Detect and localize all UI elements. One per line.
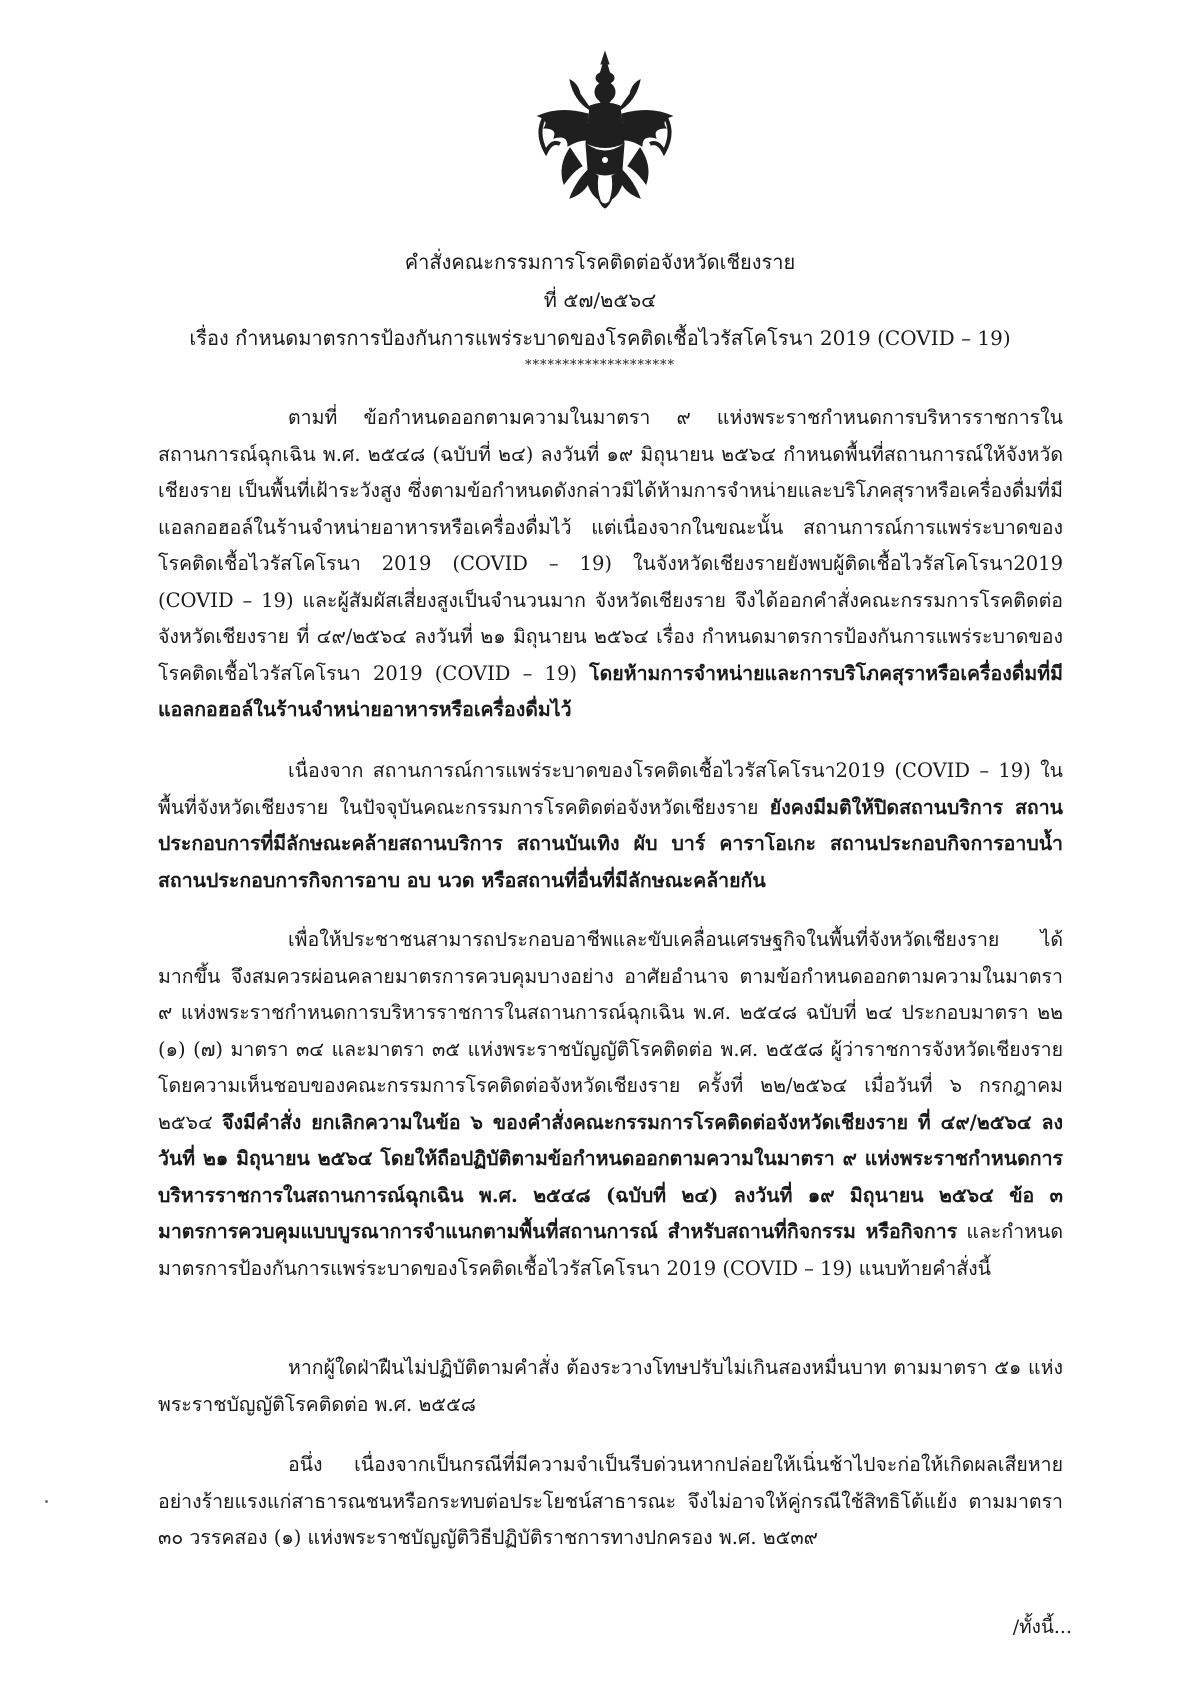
paragraph-text: หากผู้ใดฝ่าฝืนไม่ปฏิบัติตามคำสั่ง ต้องระวางโทษปรับไม่เกินสองหมื่นบาท ตามมาตรา ๕๑ แห่งพระราชบัญญัติโรคติดต่อ พ.ศ. ๒๕๕๘ [158,1356,1063,1416]
paragraph-penalty [158,1350,1063,1423]
paragraph-situation [158,753,1063,899]
paragraph-text: อนึ่ง เนื่องจากเป็นกรณีที่มีความจำเป็นรีบด่วนหากปล่อยให้เนิ่นช้าไปจะก่อให้เกิดผลเสียหายอย่างร้ายแรงแก่สาธารณชนหรือกระทบต่อประโยชน์สาธารณะ จึงไม่อาจให้คู่กรณีใช้สิทธิโต้แย้ง ตามมาตรา ๓๐ วรรคสอง (๑) แห่งพระราชบัญญัติวิธีปฏิบัติราชการทางปกครอง พ.ศ. ๒๕๓๙ [158,1453,1063,1549]
paragraph-order [158,922,1063,1287]
paragraph-background [158,400,1063,729]
order-subject: เรื่อง กำหนดมาตรการป้องกันการแพร่ระบาดของโรคติดเชื้อไวรัสโคโรนา 2019 (COVID – 19) [189,326,1011,350]
paragraph-text: เพื่อให้ประชาชนสามารถประกอบอาชีพและขับเคลื่อนเศรษฐกิจในพื้นที่จังหวัดเชียงราย ได้มากขึ้น จึงสมควรผ่อนคลายมาตรการควบคุมบางอย่าง อาศัยอำนาจ ตามข้อกำหนดออกตามความในมาตรา ๙ แห่งพระราชกำหนดการบริหารราชการในสถานการณ์ฉุกเฉิน พ.ศ. ๒๕๔๘ ฉบับที่ ๒๔ ประกอบมาตรา ๒๒ (๑) (๗) มาตรา ๓๔ และมาตรา ๓๕ แห่งพระราชบัญญัติโรคติดต่อ พ.ศ. ๒๕๕๘ ผู้ว่าราชการจังหวัดเชียงราย โดยความเห็นชอบของคณะกรรมการโรคติดต่อจังหวัดเชียงราย ครั้งที่ ๒๒/๒๕๖๔ เมื่อวันที่ ๖ กรกฎาคม ๒๕๖๔ [158,928,1063,1134]
garuda-emblem-icon [530,48,680,223]
paragraph-text: เนื่องจาก สถานการณ์การแพร่ระบาดของโรคติดเชื้อไวรัสโคโรนา2019 (COVID – 19) ในพื้นที่จังหวัดเชียงราย ในปัจจุบันคณะกรรมการโรคติดต่อจังหวัดเชียงราย [158,759,1063,819]
paragraph-bold-text: ยังคงมีมติให้ปิดสถานบริการ สถานประกอบการที่มีลักษณะคล้ายสถานบริการ สถานบันเทิง ผับ บาร์ คาราโอเกะ สถานประกอบกิจการอาบน้ำ สถานประกอบการกิจการอาบ อบ นวด หรือสถานที่อื่นที่มีลักษณะคล้ายกัน [158,795,1063,892]
scan-speck [45,1500,48,1503]
continued-marker: /ทั้งนี้... [1012,1616,1072,1638]
paragraph-bold-text: โดยห้ามการจำหน่ายและการบริโภคสุราหรือเครื่องดื่มที่มีแอลกอฮอล์ในร้านจำหน่ายอาหารหรือเครื่องดื่มไว้ [158,661,1063,721]
paragraph-urgency [158,1447,1063,1557]
paragraph-text: และกำหนดมาตรการป้องกันการแพร่ระบาดของโรคติดเชื้อไวรัสโคโรนา 2019 (COVID – 19) แนบท้ายคำสั่งนี้ [158,1220,1063,1280]
separator-line: ******************** [525,358,675,373]
order-number: ที่ ๕๗/๒๕๖๔ [543,288,657,312]
order-title: คำสั่งคณะกรรมการโรคติดต่อจังหวัดเชียงราย [404,250,796,274]
paragraph-text: ตามที่ ข้อกำหนดออกตามความในมาตรา ๙ แห่งพระราชกำหนดการบริหารราชการในสถานการณ์ฉุกเฉิน พ.ศ. ๒๕๔๘ (ฉบับที่ ๒๔) ลงวันที่ ๑๙ มิถุนายน ๒๕๖๔ กำหนดพื้นที่สถานการณ์ให้จังหวัดเชียงราย เป็นพื้นที่เฝ้าระวังสูง ซึ่งตามข้อกำหนดดังกล่าวมิได้ห้ามการจำหน่ายและบริโภคสุราหรือเครื่องดื่มที่มีแอลกอฮอล์ในร้านจำหน่ายอาหารหรือเครื่องดื่มไว้ แต่เนื่องจากในขณะนั้น สถานการณ์การแพร่ระบาดของโรคติดเชื้อไวรัสโคโรนา 2019 (COVID – 19) ในจังหวัดเชียงรายยังพบผู้ติดเชื้อไวรัสโคโรนา2019 (COVID – 19) และผู้สัมผัสเสี่ยงสูงเป็นจำนวนมาก จังหวัดเชียงราย จึงได้ออกคำสั่งคณะกรรมการโรคติดต่อจังหวัดเชียงราย ที่ ๔๙/๒๕๖๔ ลงวันที่ ๒๑ มิถุนายน ๒๕๖๔ เรื่อง กำหนดมาตรการป้องกันการแพร่ระบาดของโรคติดเชื้อไวรัสโคโรนา 2019 (COVID – 19) [158,406,1063,685]
paragraph-bold-text: จึงมีคำสั่ง ยกเลิกความในข้อ ๖ ของคำสั่งคณะกรรมการโรคติดต่อจังหวัดเชียงราย ที่ ๔๙/๒๕๖๔ ลงวันที่ ๒๑ มิถุนายน ๒๕๖๔ โดยให้ถือปฏิบัติตามข้อกำหนดออกตามความในมาตรา ๙ แห่งพระราชกำหนดการบริหารราชการในสถานการณ์ฉุกเฉิน พ.ศ. ๒๕๔๘ (ฉบับที่ ๒๔) ลงวันที่ ๑๙ มิถุนายน ๒๕๖๔ ข้อ ๓ มาตรการควบคุมแบบบูรณาการจำแนกตามพื้นที่สถานการณ์ สำหรับสถานที่กิจกรรม หรือกิจการ [158,1110,1063,1243]
